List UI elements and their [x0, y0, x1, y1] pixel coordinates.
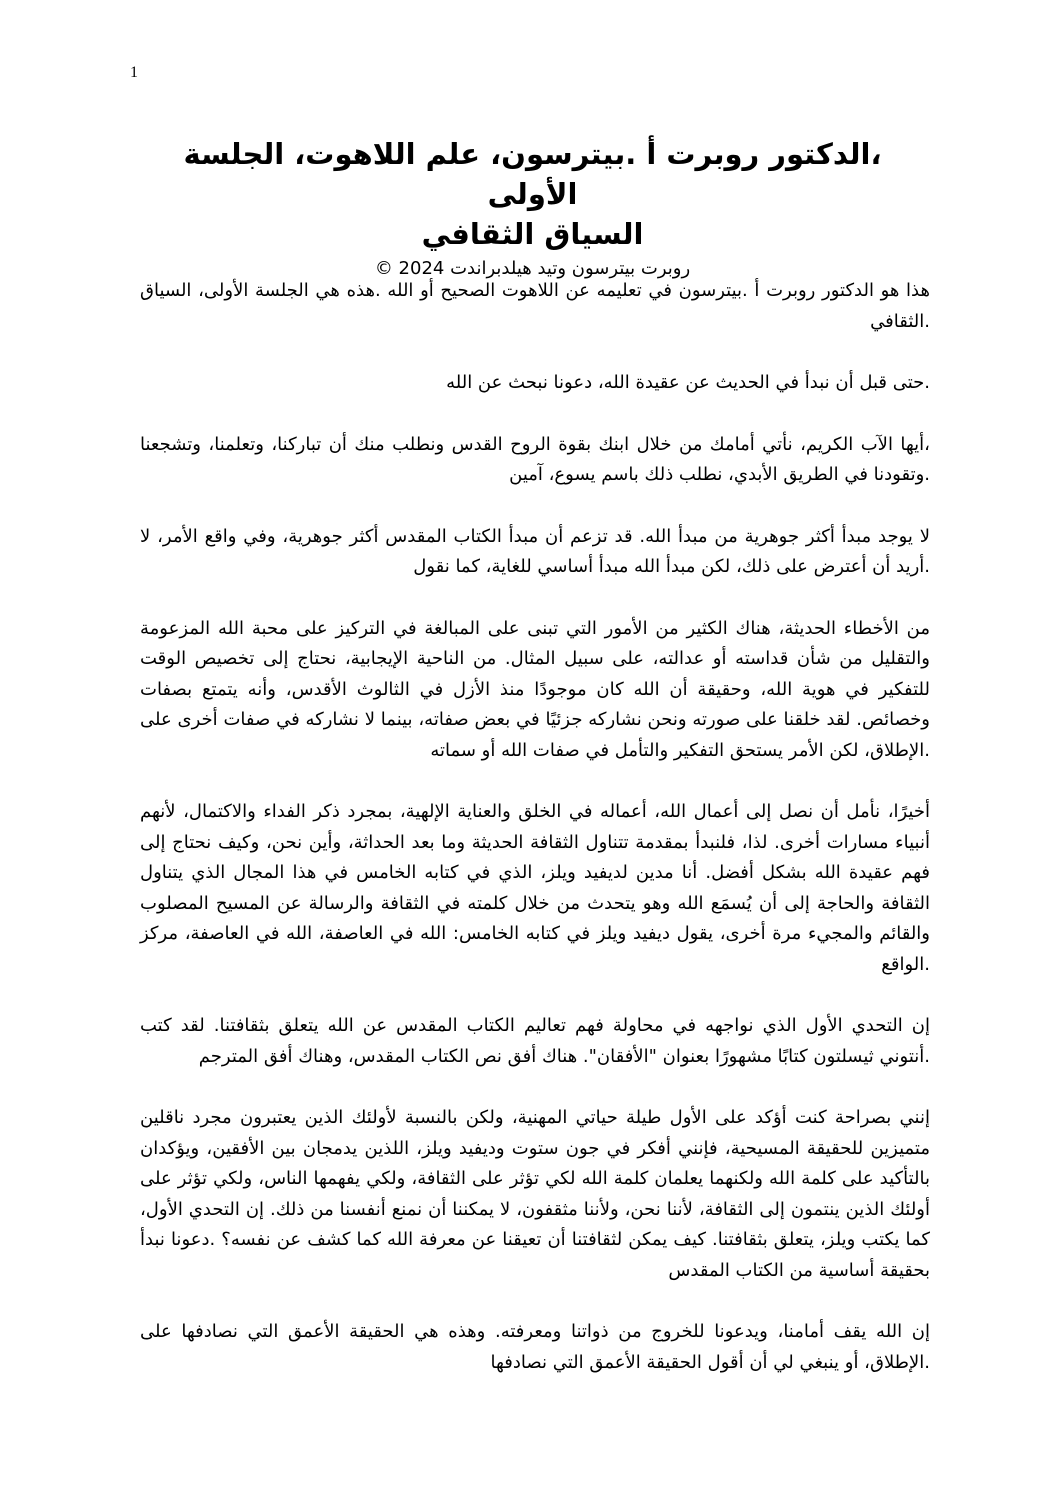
paragraph-seek-god: .حتى قبل أن نبدأ في الحديث عن عقيدة الله، دعونا نبحث عن الله: [446, 372, 930, 393]
document-body: [140, 276, 930, 1409]
paragraph-works-of-god: أخيرًا، نأمل أن نصل إلى أعمال الله، أعماله في الخلق والعناية الإلهية، بمجرد ذكر الفداء والاكتمال، لأنهم أنبياء مسارات أخرى. لذا، فلنبدأ بمقدمة تتناول الثقافة الحديثة وما بعد الحداثة، وأين نحن، وكيف نحتاج إلى فهم عقيدة الله بشكل أفضل. أنا مدين لديفيد ويلز، الذي في كتابه الخامس في هذا المجال الذي يتناول الثقافة والحاجة إلى أن يُسمَع الله وهو يتحدث من خلال كلمته في الثقافة والرسالة عن المسيح المصلوب والقائم والمجيء مرة أخرى، يقول ديفيد ويلز في كتابه الخامس: الله في العاصفة، الله في العاصفة، مركز .الواقع: [140, 801, 930, 975]
document-title-line-1: ،الدكتور روبرت أ .بيترسون، علم اللاهوت، الجلسة الأولى: [183, 137, 882, 211]
paragraph-first-challenge: إن التحدي الأول الذي نواجهه في محاولة فهم تعاليم الكتاب المقدس عن الله يتعلق بثقافتنا. لقد كتب .أنتوني ثيسلتون كتابًا مشهورًا بعنوان "الأفقان". هناك أفق نص الكتاب المقدس، وهناك أفق المترجم: [140, 1015, 930, 1067]
paragraph-intro: هذا هو الدكتور روبرت أ .بيترسون في تعليمه عن اللاهوت الصحيح أو الله .هذه هي الجلسة الأولى، السياق .الثقافي: [140, 280, 930, 332]
paragraph-modern-errors: من الأخطاء الحديثة، هناك الكثير من الأمور التي تبنى على المبالغة في التركيز على محبة الله المزعومة والتقليل من شأن قداسته أو عدالته، على سبيل المثال. من الناحية الإيجابية، نحتاج إلى تخصيص الوقت للتفكير في هوية الله، وحقيقة أن الله كان موجودًا منذ الأزل في الثالوث الأقدس، وأنه يتمتع بصفات وخصائص. لقد خلقنا على صورته ونحن نشاركه جزئيًا في بعض صفاته، بينما لا نشاركه في صفات أخرى على .الإطلاق، لكن الأمر يستحق التفكير والتأمل في صفات الله أو سماته: [140, 617, 930, 761]
document-title-line-2: السياق الثقافي: [421, 217, 644, 251]
paragraph-god-before-us: إن الله يقف أمامنا، ويدعونا للخروج من ذواتنا ومعرفته. وهذه هي الحقيقة الأعمق التي نصادفها على .الإطلاق، أو ينبغي لي أن أقول الحقيقة الأعمق التي نصادفها: [140, 1321, 930, 1373]
paragraph-two-horizons: إنني بصراحة كنت أؤكد على الأول طيلة حياتي المهنية، ولكن بالنسبة لأولئك الذين يعتبرون مجرد ناقلين متميزين للحقيقة المسيحية، فإنني أفكر في جون ستوت وديفيد ويلز، اللذين يدمجان بين الأفقين، ويؤكدان بالتأكيد على كلمة الله ولكنهما يعلمان كلمة الله لكي تؤثر على الثقافة، ولكي يفهمها الناس، ولكي تؤثر على أولئك الذين ينتمون إلى الثقافة، لأننا نحن، ولأننا مثقفون، لا يمكننا أن نمنع أنفسنا من ذلك. إن التحدي الأول، كما يكتب ويلز، يتعلق بثقافتنا. كيف يمكن لثقافتنا أن تعيقنا عن معرفة الله كما كشف عن نفسه؟ .دعونا نبدأ بحقيقة أساسية من الكتاب المقدس: [140, 1107, 930, 1281]
copyright-line: روبرت بيترسون وتيد هيلدبراندت 2024 ©: [374, 258, 691, 279]
paragraph-prayer: ،أيها الآب الكريم، نأتي أمامك من خلال ابنك بقوة الروح القدس ونطلب منك أن تباركنا، وتعلمنا، وتشجعنا .وتقودنا في الطريق الأبدي، نطلب ذلك باسم يسوع، آمين: [140, 433, 930, 485]
document-header: [150, 134, 915, 282]
paragraph-principle: لا يوجد مبدأ أكثر جوهرية من مبدأ الله. قد تزعم أن مبدأ الكتاب المقدس أكثر جوهرية، وفي واقع الأمر، لا .أريد أن أعترض على ذلك، لكن مبدأ الله مبدأ أساسي للغاية، كما نقول: [140, 525, 930, 577]
page-number: 1: [130, 64, 138, 81]
